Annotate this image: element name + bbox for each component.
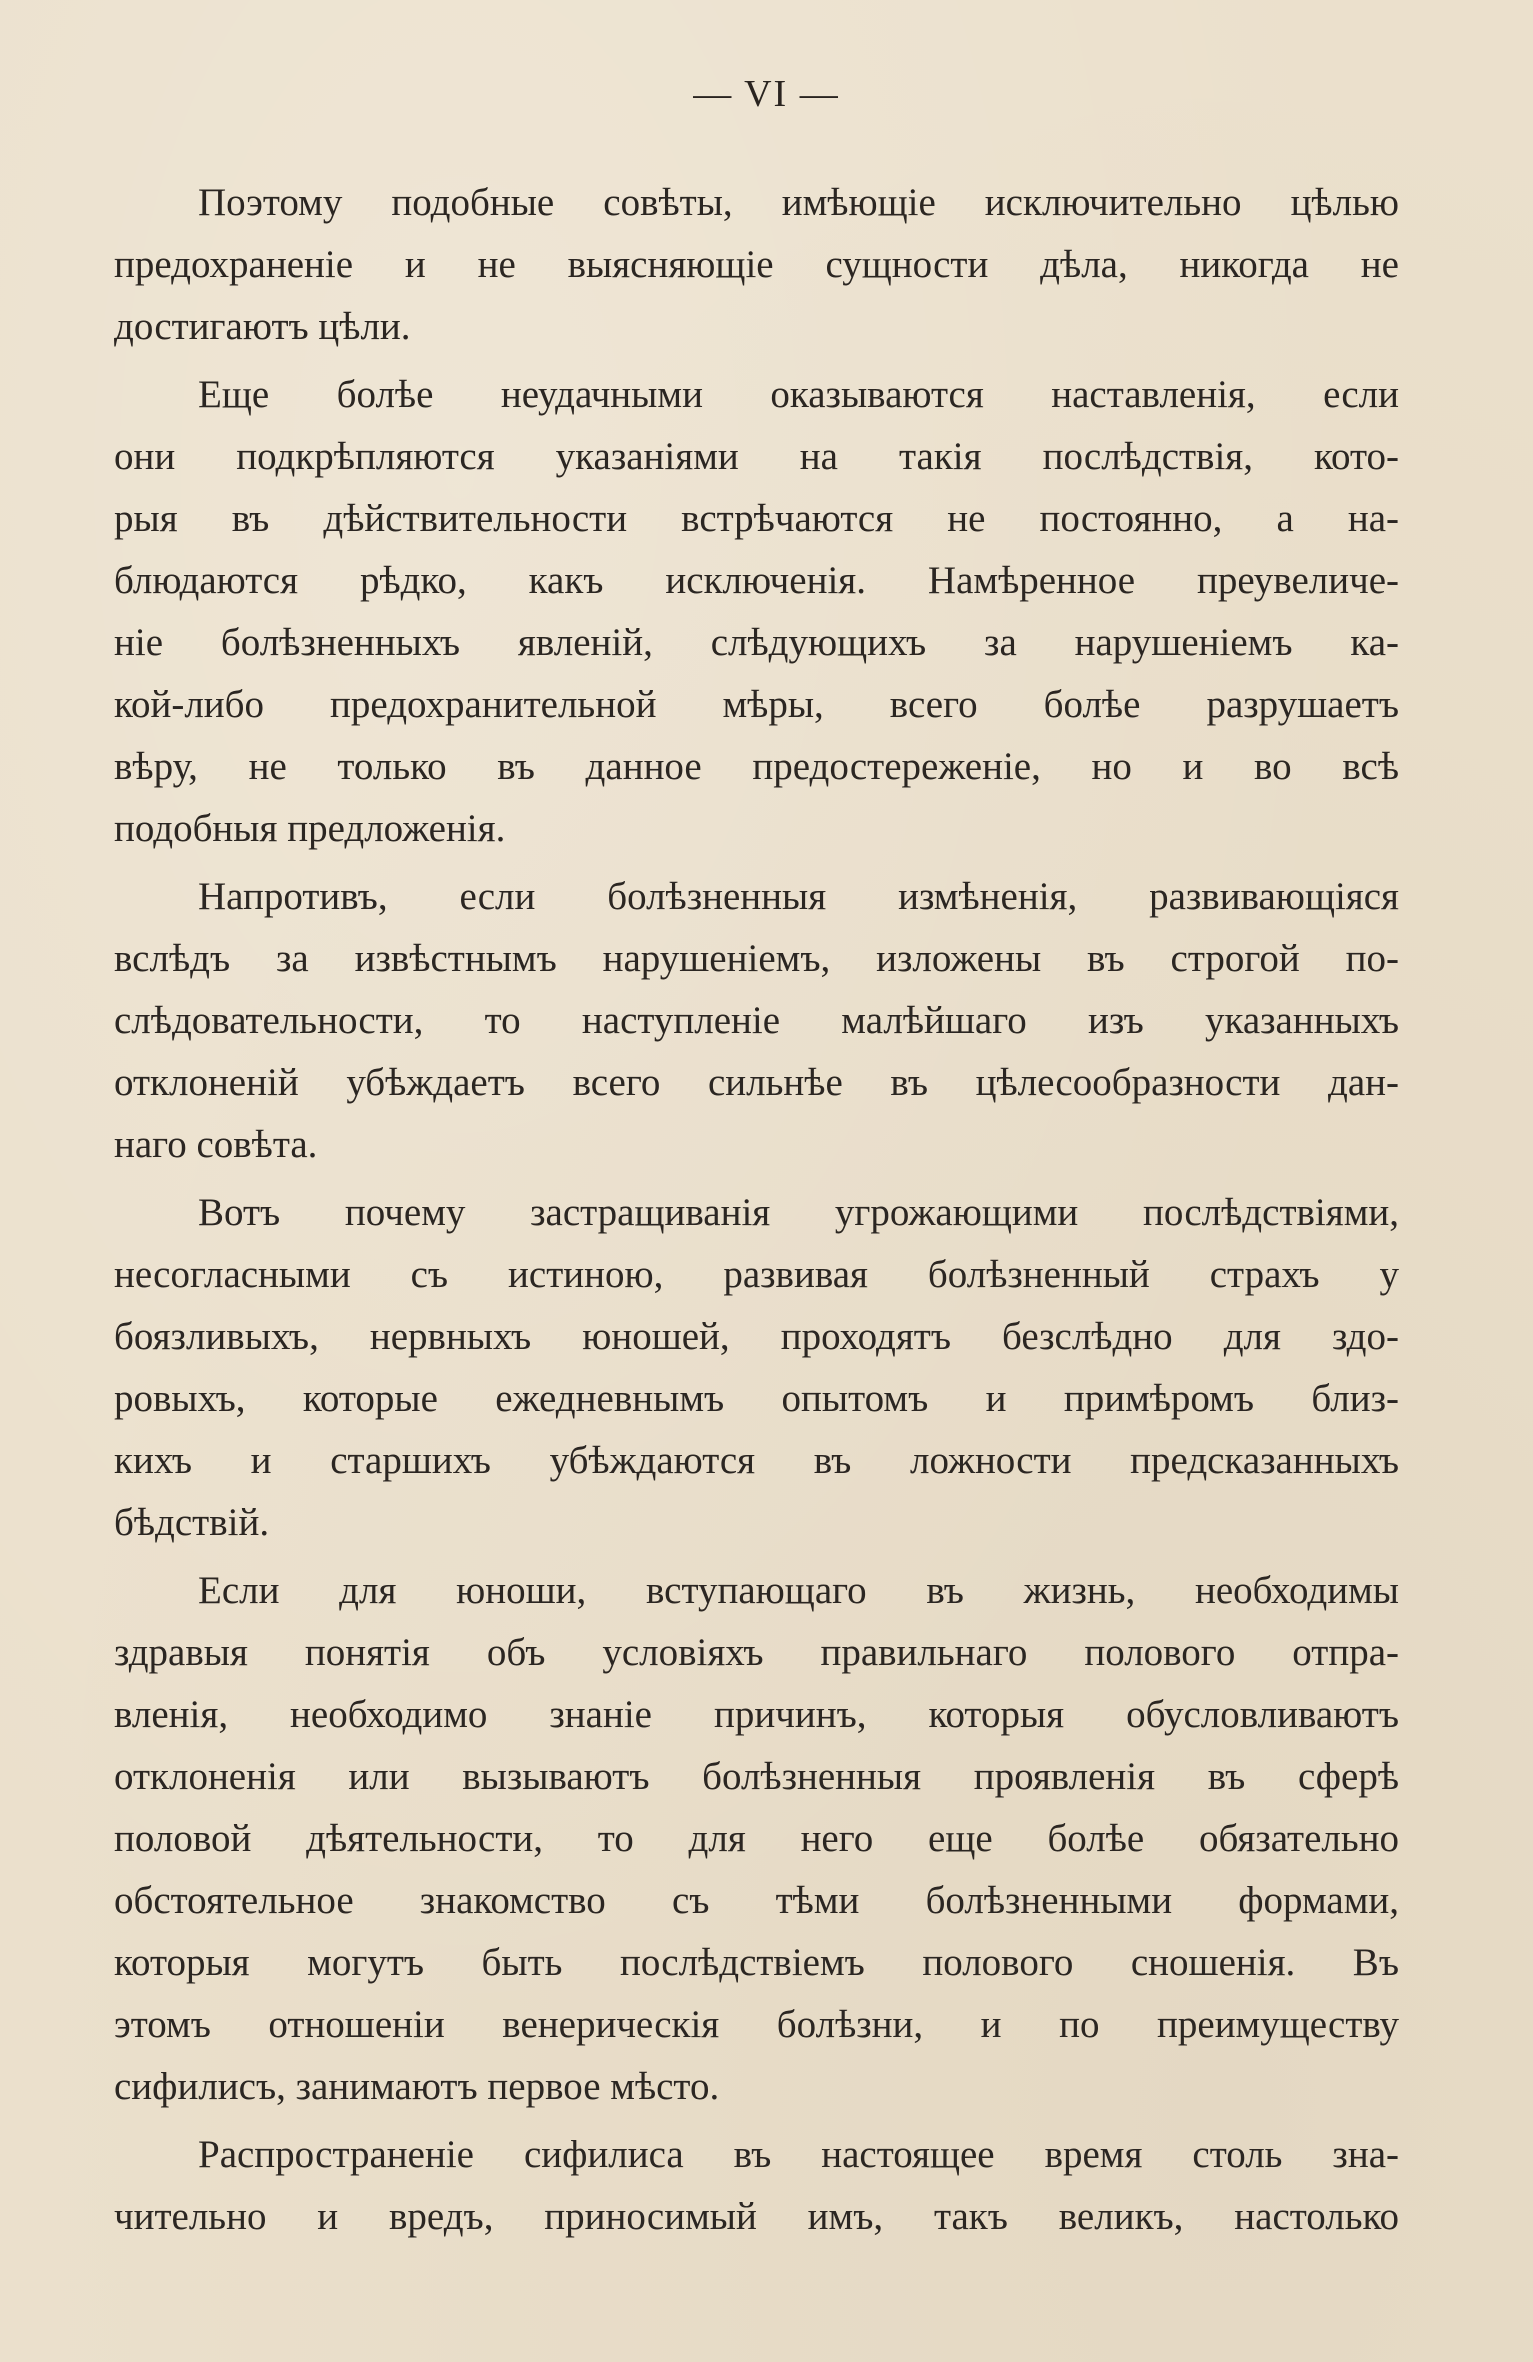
text-line: Вотъ почему застращиванія угрожающими послѣдствіями, [198, 1191, 1399, 1234]
paragraph [114, 1182, 1399, 1554]
paragraph [114, 866, 1399, 1176]
text-line: вѣру, не только въ данное предостереженіе, но и во всѣ [114, 745, 1399, 788]
text-line: этомъ отношеніи венерическія болѣзни, и по преимуществу [114, 2003, 1399, 2046]
text-line: чительно и вредъ, приносимый имъ, такъ великъ, настолько [114, 2195, 1399, 2238]
text-line: они подкрѣпляются указаніями на такія послѣдствія, кото- [114, 435, 1399, 478]
text-line: несогласными съ истиною, развивая болѣзненный страхъ у [114, 1253, 1399, 1296]
text-line: Еще болѣе неудачными оказываются наставленія, если [198, 373, 1399, 416]
text-line: Если для юноши, вступающаго въ жизнь, необходимы [198, 1569, 1399, 1612]
text-line: вленія, необходимо знаніе причинъ, которыя обусловливаютъ [114, 1693, 1399, 1736]
text-line: Напротивъ, если болѣзненныя измѣненія, развивающіяся [198, 875, 1399, 918]
text-line: Распространеніе сифилиса въ настоящее время столь зна- [198, 2133, 1399, 2176]
text-line: боязливыхъ, нервныхъ юношей, проходятъ безслѣдно для здо- [114, 1315, 1399, 1358]
paragraph [114, 2124, 1399, 2248]
page-number: — VI — [693, 73, 840, 115]
paragraph [114, 364, 1399, 860]
text-line: кихъ и старшихъ убѣждаются въ ложности предсказанныхъ [114, 1439, 1399, 1482]
text-line: рыя въ дѣйствительности встрѣчаются не постоянно, а на- [114, 497, 1399, 540]
text-line: отклоненій убѣждаетъ всего сильнѣе въ цѣлесообразности дан- [114, 1061, 1399, 1104]
text-line: ніе болѣзненныхъ явленій, слѣдующихъ за нарушеніемъ ка- [114, 621, 1399, 664]
text-line: наго совѣта. [114, 1123, 318, 1166]
text-line: слѣдовательности, то наступленіе малѣйшаго изъ указанныхъ [114, 999, 1399, 1042]
body-text [114, 172, 1399, 2254]
text-line: вслѣдъ за извѣстнымъ нарушеніемъ, изложены въ строгой по- [114, 937, 1399, 980]
text-line: здравыя понятія объ условіяхъ правильнаго полового отпра- [114, 1631, 1399, 1674]
text-line: сифилисъ, занимаютъ первое мѣсто. [114, 2065, 720, 2108]
text-line: подобныя предложенія. [114, 807, 506, 850]
text-line: обстоятельное знакомство съ тѣми болѣзненными формами, [114, 1879, 1399, 1922]
text-line: кой-либо предохранительной мѣры, всего болѣе разрушаетъ [114, 683, 1399, 726]
paragraph [114, 172, 1399, 358]
text-line: ровыхъ, которые ежедневнымъ опытомъ и примѣромъ близ- [114, 1377, 1399, 1420]
text-line: предохраненіе и не выясняющіе сущности дѣла, никогда не [114, 243, 1399, 286]
text-line: блюдаются рѣдко, какъ исключенія. Намѣренное преувеличе- [114, 559, 1399, 602]
text-line: Поэтому подобные совѣты, имѣющіе исключительно цѣлью [198, 181, 1399, 224]
text-line: достигаютъ цѣли. [114, 305, 411, 348]
paragraph [114, 1560, 1399, 2118]
text-line: отклоненія или вызываютъ болѣзненныя проявленія въ сферѣ [114, 1755, 1399, 1798]
text-line: бѣдствій. [114, 1501, 270, 1544]
text-line: которыя могутъ быть послѣдствіемъ полового сношенія. Въ [114, 1941, 1399, 1984]
text-line: половой дѣятельности, то для него еще болѣе обязательно [114, 1817, 1399, 1860]
